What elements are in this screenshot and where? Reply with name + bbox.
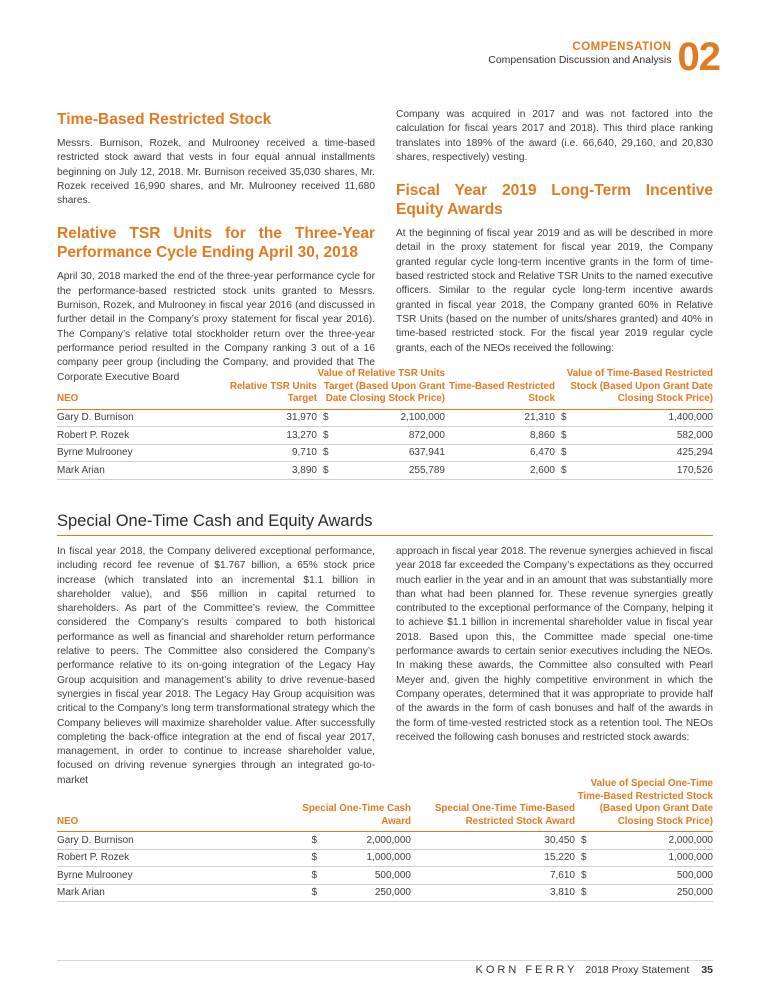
rtsr-body-continued: Company was acquired in 2017 and was not factored into the calculation for fiscal years 2017 and 2018). This third place ranking translates into 189% of the award (i.e. 66,640, 29,160, and 20,830 shares, respectively) vesting. xyxy=(396,109,713,163)
section-subtitle: Compensation Discussion and Analysis xyxy=(488,54,672,66)
page-header xyxy=(488,35,720,79)
right-column-top xyxy=(396,108,713,356)
document-title: 2018 Proxy Statement xyxy=(585,964,690,976)
col-neo: NEO xyxy=(57,778,293,832)
tbrs-body: Messrs. Burnison, Rozek, and Mulrooney received a time-based restricted stock award that vests in four equal annual installments beginning on July 12, 2018. Mr. Burnison received 35,030 shares, Mr. Rozek received 16,990 shares, and Mr. Mulrooney received 11,680 shares. xyxy=(57,138,375,207)
special-awards-table xyxy=(57,778,713,902)
col-rtsr-units: Relative TSR Units Target xyxy=(217,368,317,409)
neo-name: Mark Arian xyxy=(57,462,217,480)
neo-name: Mark Arian xyxy=(57,884,293,902)
left-column-top xyxy=(57,110,375,385)
table-row: Gary D. Burnison 31,970 $ 2,100,000 21,310 $ 1,400,000 xyxy=(57,409,713,427)
col-tb-value: Value of Time-Based Restricted Stock (Based Upon Grant Date Closing Stock Price) xyxy=(555,368,713,409)
special-right-column xyxy=(396,545,713,745)
special-body-left: In fiscal year 2018, the Company delivered exceptional performance, including record fee revenue of $1.767 billion, a 65% stock price increase (which translated into an incremental $1.1 billion in shareholder value), and $56 million in capital returned to shareholders. As part of the Committee’s review, the Committee considered the Company’s results compared to both historical performance as well as financial and shareholder return performance relative to peers. The Committee also considered the Company’s performance relative to its on-going integration of the Legacy Hay Group acquisition and management’s ability to drive revenue-based synergies in fiscal year 2018. The Legacy Hay Group acquisition was critical to the Company’s long term transformational strategy which the Company believes will maximize shareholder value. After successfully completing the back-office integration at the end of fiscal year 2017, management, in order to continue to increase shareholder value, focused on driving revenue synergies through an integrated go-to-market xyxy=(57,546,375,786)
table-row: Byrne Mulrooney 9,710 $ 637,941 6,470 $ 425,294 xyxy=(57,444,713,462)
lti-awards-table xyxy=(57,368,713,480)
neo-name: Robert P. Rozek xyxy=(57,849,293,867)
table-row: Robert P. Rozek $ 1,000,000 15,220 $ 1,000,000 xyxy=(57,849,713,867)
col-neo: NEO xyxy=(57,368,217,409)
neo-name: Robert P. Rozek xyxy=(57,427,217,445)
tbrs-heading: Time-Based Restricted Stock xyxy=(57,111,272,128)
neo-name: Byrne Mulrooney xyxy=(57,867,293,885)
col-tb-stock: Time-Based Restricted Stock xyxy=(445,368,555,409)
neo-name: Gary D. Burnison xyxy=(57,832,293,850)
table-header-row xyxy=(57,368,713,409)
page-number: 35 xyxy=(701,964,713,976)
rtsr-body: April 30, 2018 marked the end of the three-year performance cycle for the performance-based restricted stock units granted to Messrs. Burnison, Rozek, and Mulrooney in fiscal year 2016 (and discussed in further detail in the Company’s proxy statement for fiscal year 2016). The Company’s relative total stockholder return over the three-year performance period resulted in the Company ranking 3 out of a 16 company peer group (including the Company, and provided that The Corporate Executive Board xyxy=(57,271,375,383)
page-footer xyxy=(475,964,713,976)
fy2019-body: At the beginning of fiscal year 2019 and as will be described in more detail in the proxy statement for fiscal year 2019, the Company granted regular cycle long-term incentive grants in the form of time-based restricted stock and Relative TSR Units to the named executive officers. Similar to the regular cycle long-term incentive awards granted in fiscal year 2018, the Company granted 60% in Relative TSR Units (based on the number of units/shares granted) and 40% in time-based restricted stock. For the fiscal year 2019 regular cycle grants, each of the NEOs received the following: xyxy=(396,228,713,354)
table-row: Gary D. Burnison $ 2,000,000 30,450 $ 2,000,000 xyxy=(57,832,713,850)
col-stock: Special One-Time Time-Based Restricted Stock Award xyxy=(411,778,575,832)
rtsr-heading: Relative TSR Units for the Three-Year Performance Cycle Ending April 30, 2018 xyxy=(57,225,375,262)
neo-name: Byrne Mulrooney xyxy=(57,444,217,462)
company-logo: KORN FERRY xyxy=(475,964,578,976)
col-value: Value of Special One-Time Time-Based Restricted Stock (Based Upon Grant Date Closing Stock Price) xyxy=(575,778,713,832)
table-row: Mark Arian $ 250,000 3,810 $ 250,000 xyxy=(57,884,713,902)
col-cash: Special One-Time Cash Award xyxy=(293,778,411,832)
footer-divider xyxy=(57,960,713,961)
neo-name: Gary D. Burnison xyxy=(57,409,217,427)
special-body-right: approach in fiscal year 2018. The revenue synergies achieved in fiscal year 2018 far exceeded the Company’s expectations as they occurred much earlier in the year and in an amount that was substantially more than what had been planned for. These revenue synergies greatly contributed to the exceptional performance of the Company, helping it to achieve $1.1 billion in incremental shareholder value in fiscal year 2018. Based upon this, the Committee made special one-time performance awards to certain senior executives including the NEOs. In making these awards, the Committee also consulted with Pearl Meyer and, given the highly competitive environment in which the Company operates, determined that it was appropriate to provide half of the awards in the form of cash bonuses and half of the awards in the form of time-vested restricted stock as a retention tool. The NEOs received the following cash bonuses and restricted stock awards: xyxy=(396,546,713,743)
section-number: 02 xyxy=(677,35,720,79)
table-header-row xyxy=(57,778,713,832)
section-label: COMPENSATION xyxy=(572,41,672,53)
table-row: Byrne Mulrooney $ 500,000 7,610 $ 500,000 xyxy=(57,867,713,885)
special-awards-heading: Special One-Time Cash and Equity Awards xyxy=(57,512,713,536)
table-row: Mark Arian 3,890 $ 255,789 2,600 $ 170,526 xyxy=(57,462,713,480)
special-left-column xyxy=(57,545,375,788)
table-row: Robert P. Rozek 13,270 $ 872,000 8,860 $ 582,000 xyxy=(57,427,713,445)
fy2019-heading: Fiscal Year 2019 Long-Term Incentive Equity Awards xyxy=(396,182,713,219)
col-rtsr-value: Value of Relative TSR Units Target (Based Upon Grant Date Closing Stock Price) xyxy=(317,368,445,409)
